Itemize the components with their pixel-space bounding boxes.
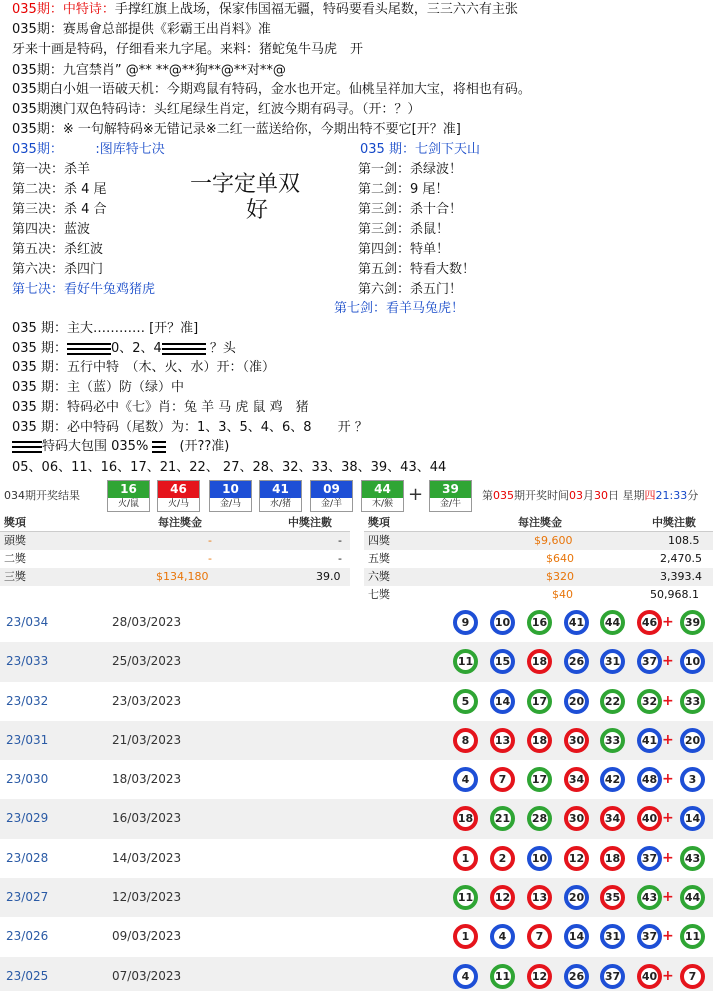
prize-row: 六獎 $320 3,393.4: [364, 568, 713, 586]
history-issue[interactable]: 23/028: [6, 850, 49, 865]
history-issue[interactable]: 23/032: [6, 693, 49, 708]
history-ball: 15: [490, 649, 515, 674]
left-item: 第五决：杀红波: [12, 242, 104, 257]
header-line: 035期：九宫禁肖” @** **@**狗**@**对**@: [12, 63, 286, 78]
right-item: 第三剑：杀鼠！: [358, 222, 450, 237]
history-ball: 7: [490, 767, 515, 792]
history-date: 28/03/2023: [112, 615, 182, 629]
right-item: 第五剑：特看大数！: [358, 262, 476, 277]
history-ball: 48: [637, 767, 662, 792]
special-ball: 39 金/牛: [429, 480, 472, 512]
prize-header: 獎項 每注獎金 中獎注數: [0, 514, 350, 532]
prize-row: 頭獎 - -: [0, 532, 350, 550]
numbers-line: 05、06、11、16、17、21、22、 27、28、32、33、38、39、43、44: [12, 460, 447, 475]
right-block-title: 035 期：七剑下天山: [360, 142, 480, 157]
history-special-ball: 33: [680, 689, 705, 714]
right-item: 第六剑：杀五门！: [358, 282, 463, 297]
history-special-ball: 3: [680, 767, 705, 792]
right-item: 第七剑：看羊马兔虎！: [334, 301, 465, 316]
header-line: 035期：※ 一句解特码※无错记录※二红一蓝送给你，今期出特不要它[开？准]: [12, 122, 461, 137]
history-ball: 26: [564, 649, 589, 674]
history-ball: 42: [600, 767, 625, 792]
lower-line: 035 期： 0、2、4 ？头: [12, 341, 236, 356]
prize-row: 三獎 $134,180 39.0: [0, 568, 350, 586]
history-date: 18/03/2023: [112, 772, 182, 787]
history-ball: 13: [527, 885, 552, 910]
history-row: [0, 721, 713, 760]
history-ball: 28: [527, 806, 552, 831]
result-ball: 44 木/猴: [361, 480, 404, 512]
header-line: 035期白小姐一语破天机：今期鸡鼠有特码，金水也开定。仙桃呈祥加大宝，将相也有码。: [12, 82, 531, 97]
history-row: [0, 642, 713, 681]
history-row: [0, 957, 713, 991]
history-date: 14/03/2023: [112, 850, 182, 865]
plus-sign: +: [662, 967, 674, 984]
history-special-ball: 10: [680, 649, 705, 674]
left-item: 第一决：杀羊: [12, 162, 91, 177]
history-row: [0, 682, 713, 721]
history-ball: 22: [600, 689, 625, 714]
history-ball: 40: [637, 806, 662, 831]
header-line: 牙来十画是特码，仔细看来九字尾。来料：猪蛇兔牛马虎 开: [12, 42, 364, 57]
left-item: 第六决：杀四门: [12, 262, 104, 277]
history-special-ball: 43: [680, 846, 705, 871]
history-ball: 12: [527, 964, 552, 989]
plus-sign: +: [662, 771, 674, 788]
result-label: 034期开奖结果: [4, 489, 80, 502]
history-date: 21/03/2023: [112, 732, 182, 747]
history-ball: 34: [564, 767, 589, 792]
header-line: 035期澳门双色特码诗：头红尾绿生肖定，红波今期有码寻。（开：？）: [12, 102, 421, 117]
history-ball: 4: [453, 964, 478, 989]
result-ball: 16 火/鼠: [107, 480, 150, 512]
history-ball: 17: [527, 689, 552, 714]
history-row: [0, 799, 713, 838]
history-issue[interactable]: 23/031: [6, 732, 49, 747]
history-ball: 37: [637, 924, 662, 949]
history-date: 12/03/2023: [112, 890, 182, 905]
history-ball: 18: [600, 846, 625, 871]
history-issue[interactable]: 23/026: [6, 929, 49, 944]
history-ball: 4: [453, 767, 478, 792]
bar-glyph: [162, 343, 206, 355]
history-ball: 13: [490, 728, 515, 753]
history-ball: 18: [453, 806, 478, 831]
history-special-ball: 20: [680, 728, 705, 753]
right-item: 第一剑：杀绿波！: [358, 162, 463, 177]
plus-sign: +: [662, 810, 674, 827]
history-ball: 1: [453, 924, 478, 949]
history-ball: 30: [564, 728, 589, 753]
lower-line: 035 期：主大………… [开？准]: [12, 321, 199, 336]
history-row: [0, 917, 713, 956]
history-ball: 43: [637, 885, 662, 910]
plus-sign: +: [408, 484, 424, 505]
prediction-area: [0, 0, 713, 480]
history-row: [0, 603, 713, 642]
history-issue[interactable]: 23/033: [6, 654, 49, 669]
plus-sign: +: [662, 692, 674, 709]
history-row: [0, 878, 713, 917]
history-ball: 11: [490, 964, 515, 989]
history-ball: 20: [564, 689, 589, 714]
history-ball: 18: [527, 649, 552, 674]
result-ball: 41 水/猪: [259, 480, 302, 512]
right-item: 第四剑：特单！: [358, 242, 450, 257]
history-ball: 10: [490, 610, 515, 635]
history-ball: 5: [453, 689, 478, 714]
history-ball: 17: [527, 767, 552, 792]
prize-row: 四獎 $9,600 108.5: [364, 532, 713, 550]
history-ball: 1: [453, 846, 478, 871]
history-ball: 11: [453, 649, 478, 674]
plus-sign: +: [662, 653, 674, 670]
history-date: 25/03/2023: [112, 654, 182, 669]
history-row: [0, 839, 713, 878]
history-issue[interactable]: 23/027: [6, 890, 49, 905]
history-ball: 12: [490, 885, 515, 910]
history-ball: 26: [564, 964, 589, 989]
result-strip: [0, 478, 713, 514]
prize-row: 五獎 $640 2,470.5: [368, 552, 702, 565]
right-item: 第三剑：杀十合！: [358, 202, 463, 217]
history-ball: 46: [637, 610, 662, 635]
prize-table-right: [364, 514, 713, 604]
history-issue[interactable]: 23/029: [6, 811, 49, 826]
history-ball: 2: [490, 846, 515, 871]
lower-line: 035 期：必中特码（尾数）为：1、3、5、4、6、8 开 ？: [12, 420, 368, 435]
history-ball: 14: [564, 924, 589, 949]
plus-sign: +: [662, 928, 674, 945]
prize-row: 二獎 - -: [4, 552, 342, 565]
lower-line: 035 期：主（蓝）防（绿）中: [12, 380, 184, 395]
history-ball: 8: [453, 728, 478, 753]
lower-line: 035 期：五行中特 （木、火、水）开：（准）: [12, 360, 275, 375]
history-date: 16/03/2023: [112, 811, 182, 826]
history-ball: 16: [527, 610, 552, 635]
result-ball: 46 火/马: [157, 480, 200, 512]
history-special-ball: 14: [680, 806, 705, 831]
history-ball: 41: [564, 610, 589, 635]
history-ball: 33: [600, 728, 625, 753]
history-date: 23/03/2023: [112, 693, 182, 708]
history-ball: 21: [490, 806, 515, 831]
center-text: 好: [246, 198, 269, 223]
draw-history: [0, 603, 713, 991]
bar-glyph: [12, 441, 42, 453]
history-row: [0, 760, 713, 799]
history-issue[interactable]: 23/034: [6, 615, 49, 629]
history-ball: 44: [600, 610, 625, 635]
next-draw-info: 第035期开奖时间03月30日 星期四21:33分: [482, 489, 699, 502]
prize-table-left: [0, 514, 350, 586]
history-ball: 37: [600, 964, 625, 989]
history-ball: 35: [600, 885, 625, 910]
history-date: 09/03/2023: [112, 929, 182, 944]
history-ball: 34: [600, 806, 625, 831]
history-ball: 18: [527, 728, 552, 753]
history-ball: 14: [490, 689, 515, 714]
bar-glyph: [67, 343, 111, 355]
history-ball: 20: [564, 885, 589, 910]
lower-line: 035 期：特码必中《七》肖：兔 羊 马 虎 鼠 鸡 猪: [12, 400, 309, 415]
history-ball: 37: [637, 649, 662, 674]
result-ball: 09 金/羊: [310, 480, 353, 512]
history-special-ball: 7: [680, 964, 705, 989]
left-item: 第三决：杀 4 合: [12, 202, 107, 217]
result-ball: 10 金/马: [209, 480, 252, 512]
history-ball: 10: [527, 846, 552, 871]
history-ball: 31: [600, 649, 625, 674]
history-issue[interactable]: 23/030: [6, 772, 49, 787]
prize-row: 七獎 $40 50,968.1: [368, 588, 699, 601]
history-issue[interactable]: 23/025: [6, 968, 49, 983]
history-ball: 11: [453, 885, 478, 910]
plus-sign: +: [662, 731, 674, 748]
history-ball: 9: [453, 610, 478, 635]
history-ball: 31: [600, 924, 625, 949]
left-item: 第七决：看好牛兔鸡猪虎: [12, 282, 156, 297]
plus-sign: +: [662, 614, 674, 630]
header-line: 035期：赛馬會总部提供《彩霸王出肖料》准: [12, 22, 271, 37]
history-date: 07/03/2023: [112, 968, 182, 983]
history-ball: 32: [637, 689, 662, 714]
history-ball: 12: [564, 846, 589, 871]
plus-sign: +: [662, 849, 674, 866]
history-ball: 30: [564, 806, 589, 831]
history-ball: 7: [527, 924, 552, 949]
right-item: 第二剑：9 尾！: [358, 182, 449, 197]
header-line: 035期：中特诗：手撑红旗上战场，保家伟国福无疆，特码要看头尾数，三三六六有主张: [12, 2, 518, 17]
history-ball: 4: [490, 924, 515, 949]
left-block-title: 035期： :图库特七决: [12, 142, 165, 157]
history-special-ball: 11: [680, 924, 705, 949]
left-item: 第二决：杀 4 尾: [12, 182, 107, 197]
left-item: 第四决：蓝波: [12, 222, 91, 237]
center-text: 一字定单双: [190, 172, 301, 197]
history-special-ball: 39: [680, 610, 705, 635]
prize-header: 獎項 每注獎金 中獎注數: [364, 514, 713, 532]
bar-glyph: [152, 441, 166, 453]
plus-sign: +: [662, 889, 674, 906]
history-ball: 37: [637, 846, 662, 871]
history-ball: 40: [637, 964, 662, 989]
package-line: 特码大包围 035% (开??准): [12, 437, 229, 457]
history-special-ball: 44: [680, 885, 705, 910]
history-ball: 41: [637, 728, 662, 753]
